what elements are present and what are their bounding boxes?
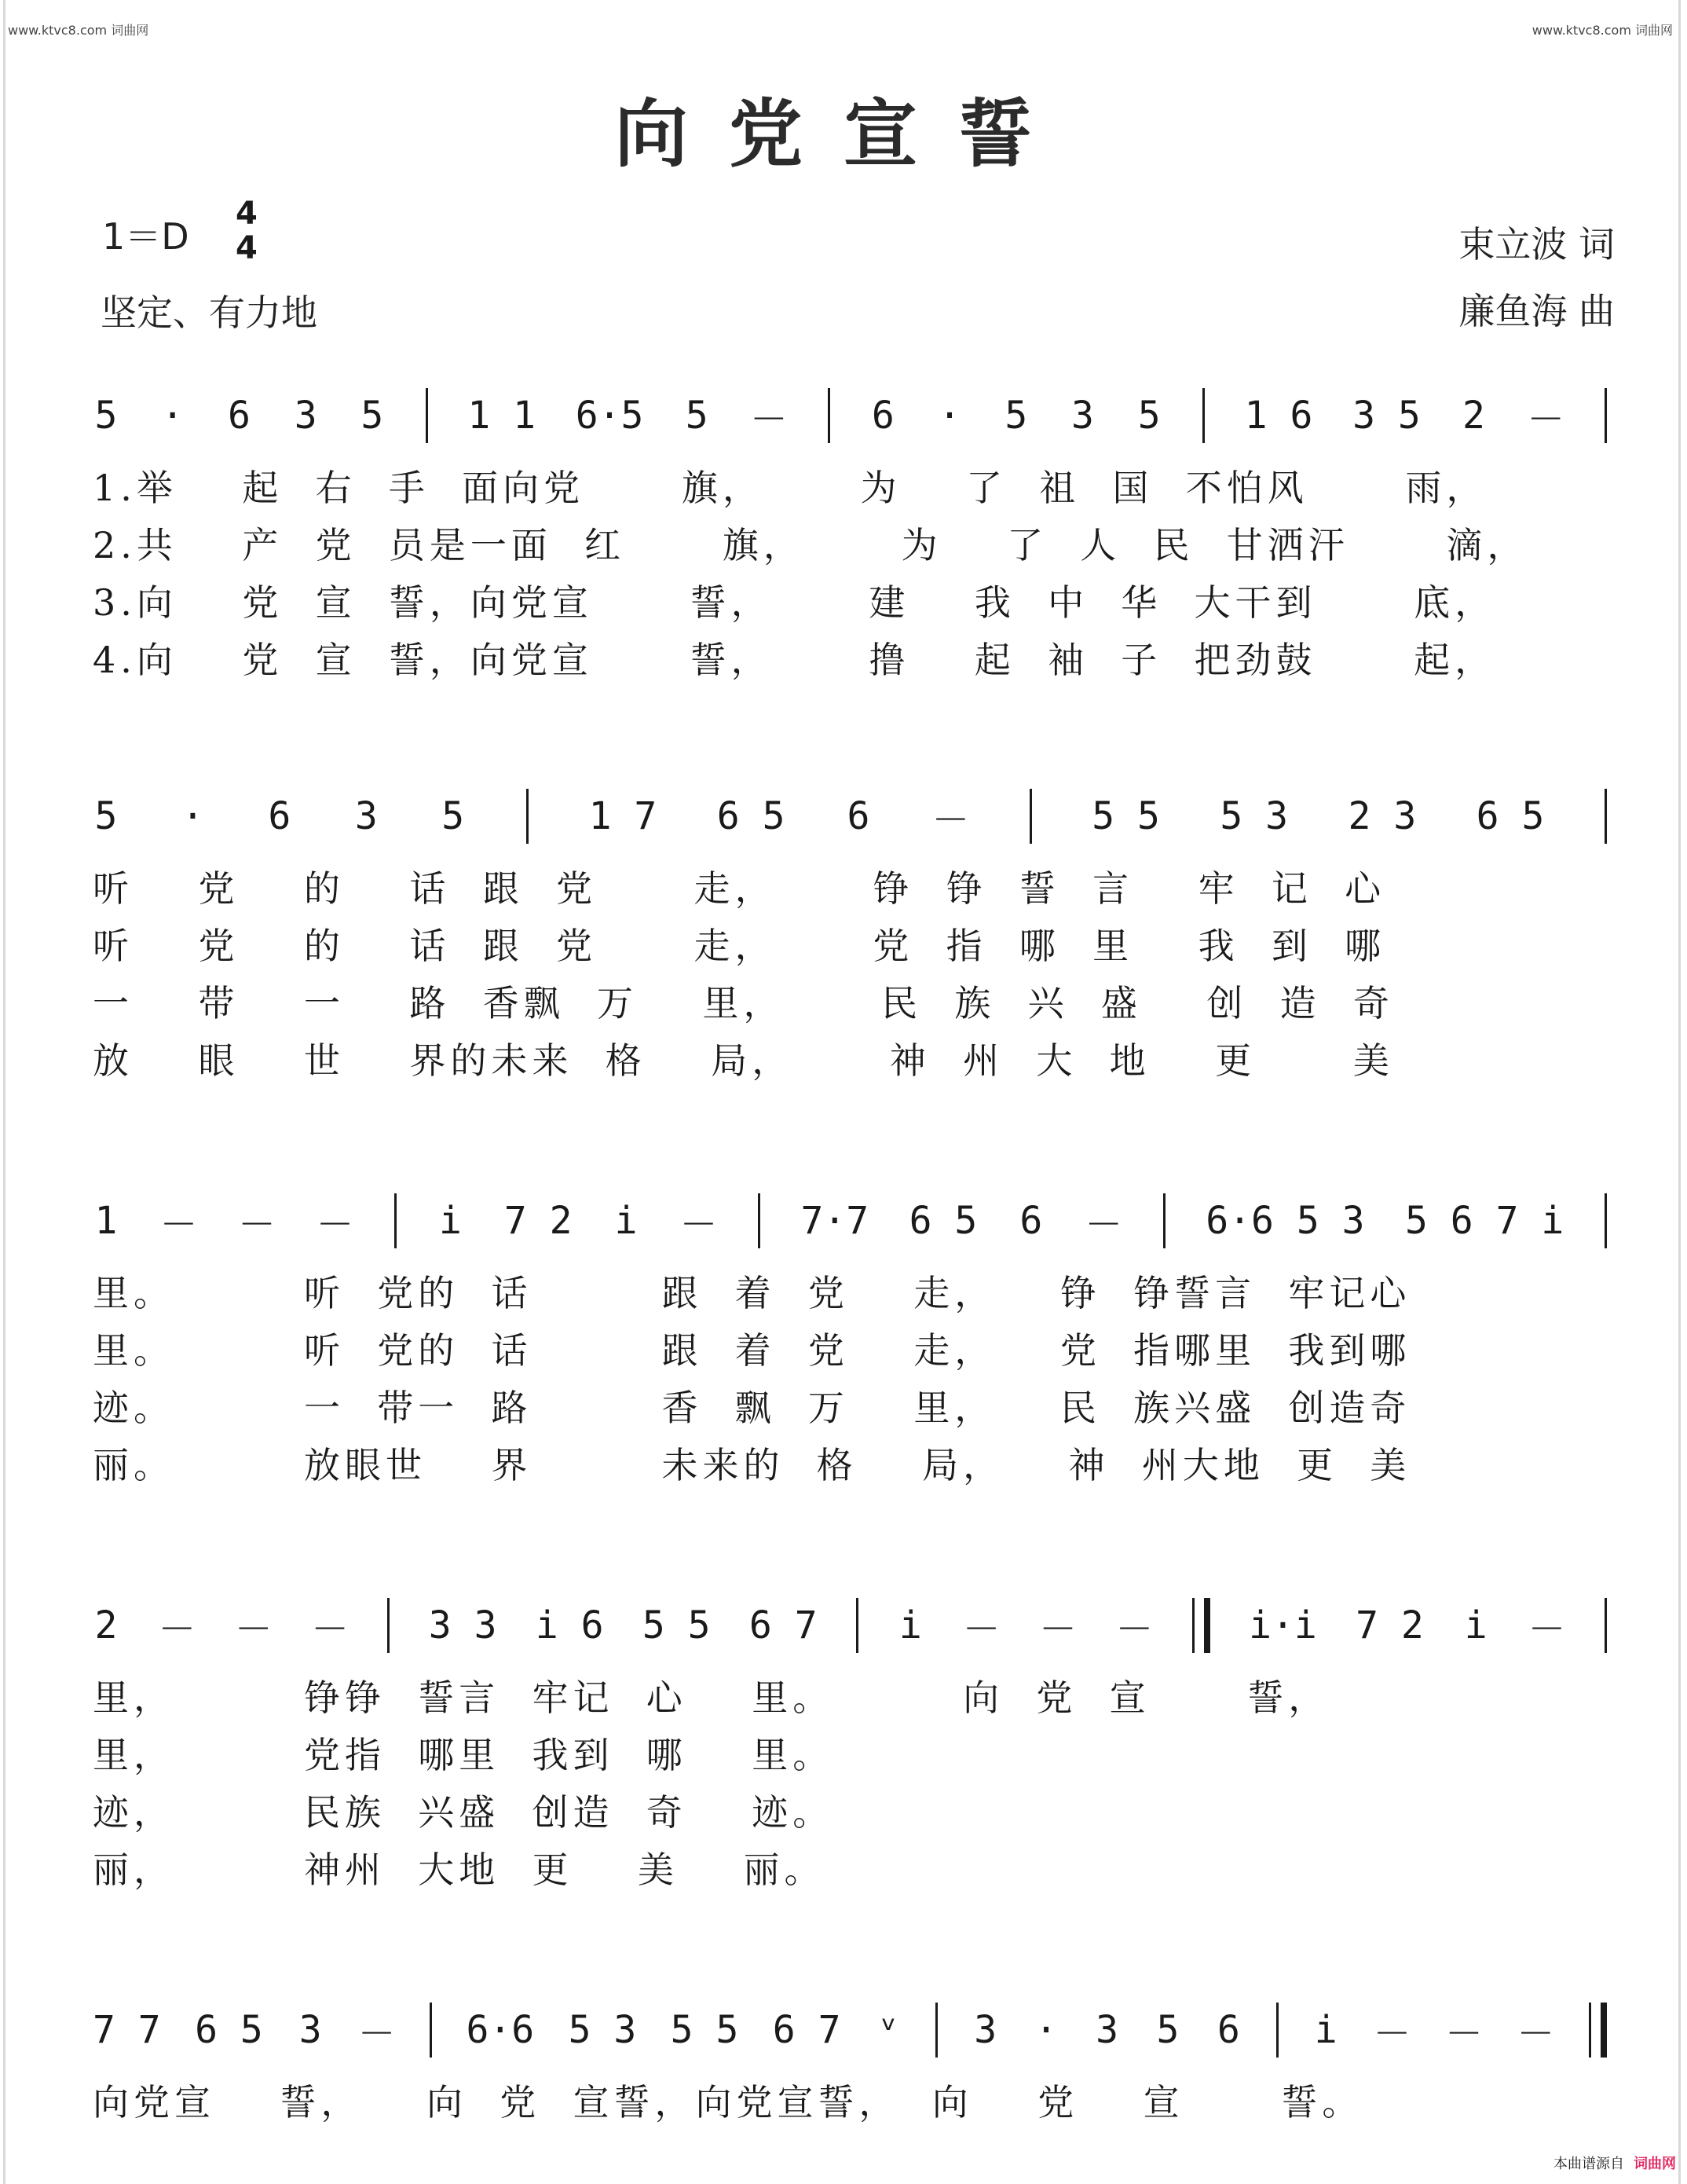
note: － — [749, 397, 788, 442]
barline — [935, 2003, 938, 2058]
note: 5 5 — [1092, 794, 1160, 838]
note: 1 7 — [588, 794, 657, 838]
site-watermark-left: www.ktvc8.com 词曲网 — [8, 23, 149, 38]
note: － — [962, 1607, 1001, 1651]
notation-row — [93, 385, 1607, 446]
note: － — [1527, 397, 1565, 442]
note: 6·6 — [466, 2008, 535, 2052]
barline — [1202, 388, 1205, 443]
lyric-line: 听 党 的 话 跟 党 走， 铮 铮 誓 言 牢 记 心 — [93, 867, 1386, 910]
lyric-line: 里。 听 党的 话 跟 着 党 走， 党 指哪里 我到哪 — [93, 1329, 1411, 1372]
note: 3 5 — [1352, 394, 1421, 438]
note: － — [1373, 2011, 1411, 2056]
footer-logo: 词曲网 — [1634, 2156, 1676, 2172]
footer-text: 本曲谱源自 — [1553, 2156, 1624, 2172]
note: － — [1517, 2011, 1555, 2056]
note: 1 1 — [467, 394, 536, 438]
note: 5 — [94, 394, 118, 438]
note: 6 5 — [909, 1199, 978, 1243]
lyric-line: 听 党 的 话 跟 党 走， 党 指 哪 里 我 到 哪 — [93, 925, 1386, 967]
note: 6 — [871, 394, 895, 438]
note: 5 — [685, 394, 708, 438]
note: － — [234, 1607, 273, 1651]
lyric-line: 迹， 民族 兴盛 创造 奇 迹。 — [93, 1791, 834, 1834]
note: 6 5 — [195, 2008, 263, 2052]
note: 5 6 7 i — [1404, 1199, 1564, 1243]
notation-row — [93, 1999, 1607, 2061]
note: 3 — [298, 2008, 322, 2052]
note: ᵛ — [876, 2008, 900, 2052]
note: · — [1034, 2008, 1058, 2052]
note: i·i — [1249, 1603, 1317, 1647]
lyric-line: 丽。 放眼世 界 未来的 格 局， 神 州大地 更 美 — [93, 1444, 1411, 1486]
barline — [1605, 1193, 1607, 1248]
note: i — [614, 1199, 638, 1243]
note: 2 — [1462, 394, 1485, 438]
double-barline — [1589, 2003, 1607, 2058]
notation-row — [93, 786, 1607, 847]
barline — [1605, 1598, 1607, 1653]
barline — [856, 1598, 858, 1653]
lyricist-credit: 束立波 词 — [1458, 223, 1615, 266]
note: 3 — [1096, 2008, 1118, 2052]
lyric-line: 2.共 产 党 员是一面 红 旗， 为 了 人 民 甘洒汗 滴， — [93, 524, 1528, 566]
note: 3 3 — [428, 1603, 497, 1647]
note: － — [1039, 1607, 1078, 1651]
notation-row — [93, 1595, 1607, 1656]
song-title: 向党宣誓 — [613, 91, 1073, 178]
note: － — [931, 797, 970, 842]
note: 6 7 — [772, 2008, 841, 2052]
barline — [426, 388, 428, 443]
note: 5 — [94, 794, 118, 838]
note: 2 — [94, 1603, 118, 1647]
note: i — [1314, 2008, 1338, 2052]
notation-row — [93, 1190, 1607, 1251]
lyric-line: 丽， 神州 大地 更 美 丽。 — [93, 1849, 825, 1891]
note: 6 — [268, 794, 291, 838]
note: 7 2 — [503, 1199, 573, 1243]
lyric-line: 3.向 党 宣 誓，向党宣 誓， 建 我 中 华 大干到 底， — [93, 581, 1496, 624]
time-signature-bottom: 4 — [236, 230, 258, 266]
time-signature — [236, 196, 258, 266]
note: · — [161, 394, 185, 438]
barline — [430, 2003, 432, 2058]
note: － — [159, 1202, 198, 1247]
note: － — [1115, 1607, 1154, 1651]
barline — [1030, 789, 1032, 844]
note: · — [181, 794, 204, 838]
note: 5 3 — [1220, 794, 1289, 838]
barline — [828, 388, 830, 443]
tempo-marking: 坚定、有力地 — [101, 291, 317, 334]
note: － — [316, 1202, 354, 1247]
note: 5 — [1156, 2008, 1180, 2052]
right-border — [1678, 0, 1681, 2184]
note: － — [311, 1607, 349, 1651]
note: 5 — [1005, 394, 1028, 438]
barline — [387, 1598, 390, 1653]
lyric-line: 一 带 一 路 香飘 万 里， 民 族 兴 盛 创 造 奇 — [93, 982, 1394, 1024]
note: 6 — [227, 394, 251, 438]
lyric-line: 放 眼 世 界的未来 格 局， 神 州 大 地 更 美 — [93, 1039, 1394, 1082]
left-border — [3, 0, 5, 2184]
note: 5 — [1137, 394, 1161, 438]
note: － — [679, 1202, 718, 1247]
note: 1 — [94, 1199, 118, 1243]
note: － — [158, 1607, 196, 1651]
barline — [758, 1193, 760, 1248]
note: 1 6 — [1244, 394, 1313, 438]
note: · — [938, 394, 961, 438]
note: 3 — [974, 2008, 997, 2052]
lyric-line: 4.向 党 宣 誓，向党宣 誓， 撸 起 袖 子 把劲鼓 起， — [93, 639, 1496, 681]
note: 7·7 — [800, 1199, 869, 1243]
barline — [1605, 388, 1607, 443]
footer — [1553, 2153, 1676, 2173]
note: 7 2 — [1356, 1603, 1424, 1647]
note: 6·5 — [575, 394, 644, 438]
note: － — [1085, 1202, 1123, 1247]
barline — [1276, 2003, 1279, 2058]
note: 5 3 — [568, 2008, 637, 2052]
note: 6 — [1217, 2008, 1240, 2052]
barline — [1163, 1193, 1166, 1248]
note: 7 7 — [93, 2008, 161, 2052]
note: 3 — [1071, 394, 1094, 438]
note: 3 — [294, 394, 317, 438]
lyric-line: 迹。 一 带一 路 香 飘 万 里， 民 族兴盛 创造奇 — [93, 1387, 1411, 1429]
note: 6 — [1019, 1199, 1043, 1243]
note: i 6 — [535, 1603, 604, 1647]
lyric-line: 里， 铮铮 誓言 牢记 心 里。 向 党 宣 誓， — [93, 1676, 1330, 1719]
note: 6 5 — [716, 794, 785, 838]
note: 3 — [354, 794, 378, 838]
lyric-line: 向党宣 誓， 向 党 宣誓，向党宣誓， 向 党 宣 誓。 — [93, 2081, 1363, 2124]
note: 5 5 — [642, 1603, 711, 1647]
note: － — [1528, 1607, 1566, 1651]
time-signature-top: 4 — [236, 196, 258, 232]
note: i — [438, 1199, 462, 1243]
note: 5 5 — [670, 2008, 739, 2052]
barline — [1605, 789, 1607, 844]
barline — [526, 789, 529, 844]
barline — [394, 1193, 397, 1248]
lyric-line: 里。 听 党的 话 跟 着 党 走， 铮 铮誓言 牢记心 — [93, 1272, 1411, 1314]
site-watermark-right: www.ktvc8.com 词曲网 — [1531, 23, 1673, 38]
note: 5 — [441, 794, 465, 838]
note: i — [1464, 1603, 1488, 1647]
note: 2 3 — [1348, 794, 1417, 838]
note: － — [357, 2011, 396, 2056]
key-signature: 1＝D — [102, 215, 189, 258]
note: 6 7 — [748, 1603, 818, 1647]
note: 6 — [847, 794, 870, 838]
note: 6 5 — [1476, 794, 1545, 838]
lyric-line: 里， 党指 哪里 我到 哪 里。 — [93, 1734, 834, 1776]
note: 6·6 5 3 — [1206, 1199, 1365, 1243]
note: － — [1444, 2011, 1483, 2056]
note: － — [237, 1202, 276, 1247]
composer-credit: 廉鱼海 曲 — [1458, 290, 1615, 332]
double-barline — [1192, 1598, 1210, 1653]
note: 5 — [360, 394, 384, 438]
lyric-line: 1.举 起 右 手 面向党 旗， 为 了 祖 国 不怕风 雨， — [93, 467, 1488, 509]
note: i — [898, 1603, 922, 1647]
